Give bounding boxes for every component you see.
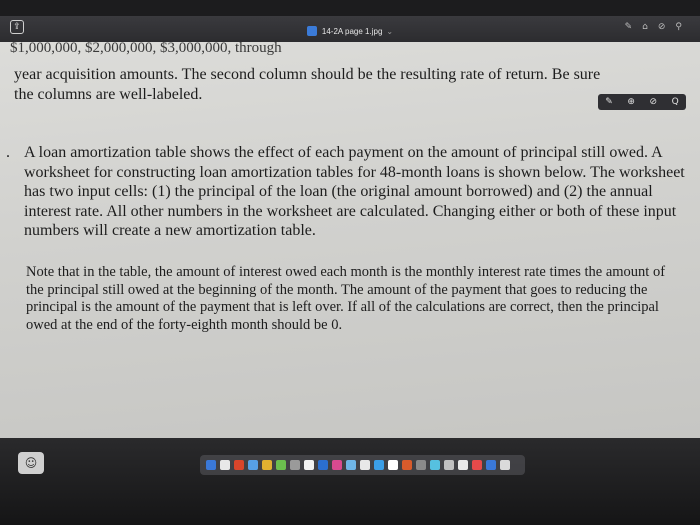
window-tools xyxy=(625,22,682,32)
paragraph-1-text: A loan amortization table shows the effect of each payment on the amount of principal still owed. A worksheet for constructing loan amortization tables for 48-month loans is shown below. The worksheet has two input cells: (1) the principal of the loan (the original amount borrowed) and (2) the annual interest rate. All other numbers in the worksheet are calculated. Changing either or both of these input numbers will create a new amortization table. xyxy=(24,144,685,239)
document-page xyxy=(0,42,700,438)
dock-app-icon[interactable] xyxy=(276,460,286,470)
dock-app-icon[interactable] xyxy=(472,460,482,470)
dock-app-icon[interactable] xyxy=(444,460,454,470)
dock-app-icon[interactable] xyxy=(262,460,272,470)
share-tool-icon[interactable]: ⌂ xyxy=(642,22,648,32)
paragraph-loan-amortization xyxy=(6,143,690,241)
dock-app-icon[interactable] xyxy=(458,460,468,470)
dock-app-icon[interactable] xyxy=(346,460,356,470)
dock-app-icon[interactable] xyxy=(220,460,230,470)
dock-app-icon[interactable] xyxy=(206,460,216,470)
rotate-icon[interactable]: ⊘ xyxy=(657,22,666,32)
dock-app-icon[interactable] xyxy=(234,460,244,470)
dock-app-icon[interactable] xyxy=(500,460,510,470)
dock-app-icon[interactable] xyxy=(486,460,496,470)
rotate-icon[interactable]: ⊘ xyxy=(649,97,658,107)
dock-app-icon[interactable] xyxy=(332,460,342,470)
list-bullet: . xyxy=(6,144,10,161)
finder-icon[interactable]: ☺ xyxy=(18,452,44,474)
dock-app-icon[interactable] xyxy=(402,460,412,470)
paragraph-note: Note that in the table, the amount of interest owed each month is the monthly interest rate times the amount of the principal still owed at the beginning of the month. The amount of the payment that goes to reducing the principal is the amount of the payment that is left over. If all of the calculations are correct, then the principal owed at the end of the forty-eighth month should be 0. xyxy=(26,264,666,333)
search-icon[interactable]: ⚲ xyxy=(675,22,682,32)
file-icon xyxy=(307,26,317,36)
chevron-down-icon[interactable]: ⌄ xyxy=(386,26,394,36)
doc-line-1: year acquisition amounts. The second column should be the resulting rate of return. Be sure xyxy=(14,66,601,83)
markup-icon[interactable]: ✎ xyxy=(624,22,633,32)
dock-app-icon[interactable] xyxy=(388,460,398,470)
window-title[interactable]: 14-2A page 1.jpg xyxy=(321,26,383,36)
dock-app-icon[interactable] xyxy=(248,460,258,470)
dock-app-icon[interactable] xyxy=(416,460,426,470)
share-icon[interactable]: ⇪ xyxy=(10,20,24,34)
dock-app-icon[interactable] xyxy=(430,460,440,470)
cut-off-line: $1,000,000, $2,000,000, $3,000,000, through xyxy=(10,42,282,56)
pen-icon[interactable]: ✎ xyxy=(605,97,613,107)
dock-app-icon[interactable] xyxy=(304,460,314,470)
dock-app-icon[interactable] xyxy=(360,460,370,470)
search-icon[interactable]: Q xyxy=(671,97,679,107)
dock-app-icon[interactable] xyxy=(290,460,300,470)
stamp-icon[interactable]: ⊕ xyxy=(627,97,635,107)
dock-app-icon[interactable] xyxy=(318,460,328,470)
doc-line-2: the columns are well-labeled. xyxy=(14,86,203,103)
laptop-bezel xyxy=(0,438,700,525)
dock xyxy=(200,455,525,475)
dock-app-icon[interactable] xyxy=(374,460,384,470)
floating-toolbar xyxy=(598,94,686,110)
